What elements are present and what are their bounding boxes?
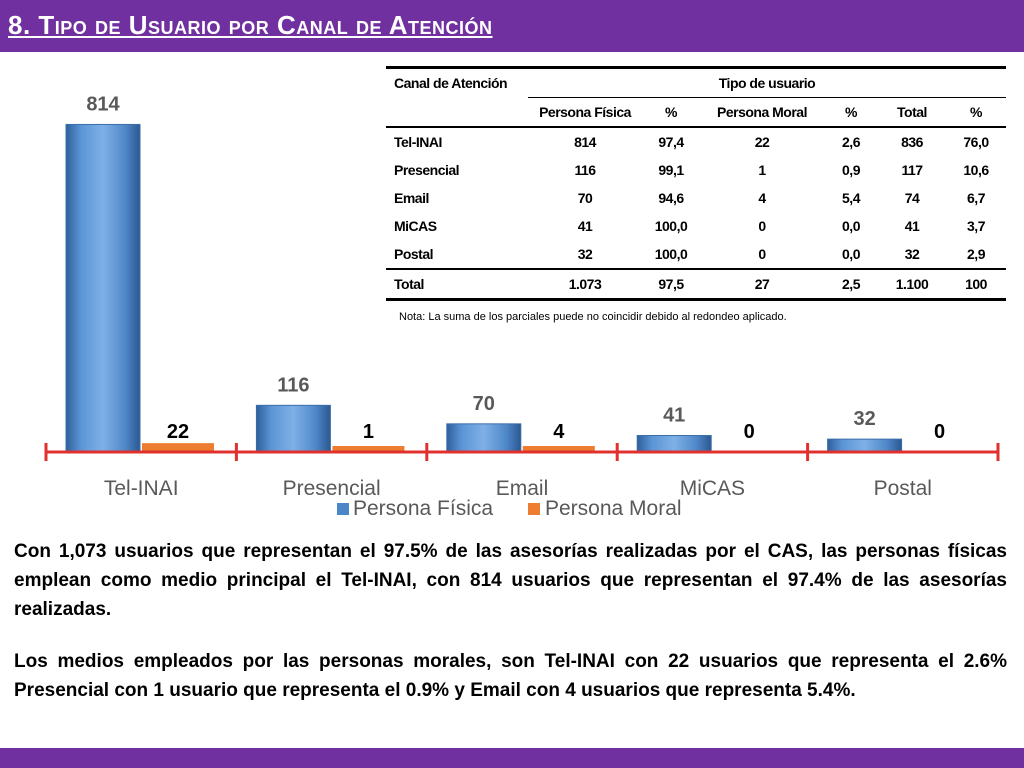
data-label-moral: 4: [553, 421, 565, 443]
row-channel: MiCAS: [394, 218, 437, 234]
legend-swatch-moral: [528, 503, 540, 515]
cell-fisica-pct: 99,1: [658, 162, 684, 178]
bar-persona-fisica: [828, 439, 902, 452]
header-group: Tipo de usuario: [528, 68, 1006, 98]
table-row: [386, 156, 1006, 184]
cell-total-pct: 3,7: [967, 218, 985, 234]
subheader-moral-pct: %: [824, 98, 878, 128]
cell-fisica: 70: [577, 190, 593, 206]
data-label-fisica: 41: [663, 404, 686, 427]
category-label: Postal: [873, 477, 932, 500]
total-fisica-pct: 97,5: [642, 269, 700, 300]
slide-title: 8. Tipo de Usuario por Canal de Atención: [8, 10, 493, 40]
table-total-row: [386, 269, 1006, 300]
legend-swatch-fisica: [337, 503, 349, 515]
cell-moral: 4: [758, 190, 766, 206]
bar-persona-fisica: [637, 436, 711, 452]
row-channel: Email: [394, 190, 429, 206]
row-channel: Postal: [394, 246, 434, 262]
data-label-moral: 1: [362, 421, 374, 443]
cell-moral-pct: 0,0: [842, 246, 860, 262]
cell-moral-pct: 5,4: [842, 190, 860, 206]
cell-moral-pct: 0,0: [842, 218, 860, 234]
category-label: Tel-INAI: [103, 477, 179, 500]
data-label-fisica: 32: [853, 408, 876, 431]
total-moral: 27: [700, 269, 824, 300]
total-total-pct: 100: [946, 269, 1006, 300]
cell-moral: 0: [758, 218, 766, 234]
header-channel: Canal de Atención: [386, 68, 528, 128]
cell-total-pct: 76,0: [963, 134, 989, 150]
total-fisica: 1.073: [528, 269, 642, 300]
cell-moral-pct: 2,6: [842, 134, 860, 150]
cell-fisica: 116: [574, 162, 596, 178]
total-total: 1.100: [878, 269, 946, 300]
bar-persona-fisica: [66, 124, 140, 452]
cell-total: 117: [901, 162, 923, 178]
subheader-moral: Persona Moral: [700, 98, 824, 128]
subheader-fisica-pct: %: [642, 98, 700, 128]
cell-moral: 22: [754, 134, 770, 150]
table-header-row: [386, 68, 1006, 98]
cell-moral: 1: [758, 162, 766, 178]
cell-fisica-pct: 100,0: [654, 218, 688, 234]
legend-label-fisica: Persona Física: [353, 497, 494, 520]
category-label: MiCAS: [679, 477, 746, 500]
paragraph-fisica: Con 1,073 usuarios que representan el 97.5% de las asesorías realizadas por el CAS, las personas físicas emplean como medio principal el Tel-INAI, con 814 usuarios que representan el 97.4% de las asesorías realizadas.: [14, 541, 1007, 620]
row-channel: Tel-INAI: [394, 134, 442, 150]
title-bar: [0, 0, 1024, 52]
cell-total: 74: [904, 190, 920, 206]
cell-fisica: 32: [577, 246, 593, 262]
cell-total-pct: 2,9: [967, 246, 985, 262]
total-label: Total: [386, 269, 528, 300]
category-label: Email: [495, 477, 549, 500]
cell-fisica-pct: 97,4: [658, 134, 684, 150]
category-label: Presencial: [282, 477, 381, 500]
total-moral-pct: 2,5: [824, 269, 878, 300]
cell-total: 32: [904, 246, 920, 262]
bottom-bar: [0, 748, 1024, 768]
table-row: [386, 240, 1006, 269]
data-label-moral: 22: [166, 421, 190, 443]
paragraph-moral: Los medios empleados por las personas morales, son Tel-INAI con 22 usuarios que representa el 2.6% Presencial con 1 usuario que representa el 0.9% y Email con 4 usuarios que representa 5.4%.: [14, 651, 1007, 701]
data-table: [386, 66, 1006, 301]
row-channel: Presencial: [394, 162, 460, 178]
bar-persona-fisica: [256, 405, 330, 452]
data-label-fisica: 70: [472, 392, 495, 415]
data-label-moral: 0: [743, 421, 755, 443]
cell-fisica-pct: 100,0: [654, 246, 688, 262]
cell-fisica: 41: [577, 218, 593, 234]
data-table-panel: [386, 66, 1006, 301]
data-label-fisica: 116: [277, 374, 310, 397]
subheader-fisica: Persona Física: [528, 98, 642, 128]
cell-moral-pct: 0,9: [842, 162, 860, 178]
table-row: [386, 184, 1006, 212]
data-label-fisica: 814: [86, 93, 120, 116]
subheader-total-pct: %: [946, 98, 1006, 128]
cell-moral: 0: [758, 246, 766, 262]
cell-fisica: 814: [574, 134, 596, 150]
subheader-total: Total: [878, 98, 946, 128]
cell-fisica-pct: 94,6: [658, 190, 684, 206]
table-row: [386, 212, 1006, 240]
table-row: [386, 127, 1006, 156]
cell-total-pct: 6,7: [967, 190, 985, 206]
data-label-moral: 0: [934, 421, 946, 443]
legend-label-moral: Persona Moral: [545, 497, 682, 520]
cell-total: 41: [904, 218, 920, 234]
cell-total: 836: [901, 134, 923, 150]
bar-persona-fisica: [447, 424, 521, 452]
cell-total-pct: 10,6: [963, 162, 989, 178]
table-note: Nota: La suma de los parciales puede no coincidir debido al redondeo aplicado.: [399, 311, 787, 323]
